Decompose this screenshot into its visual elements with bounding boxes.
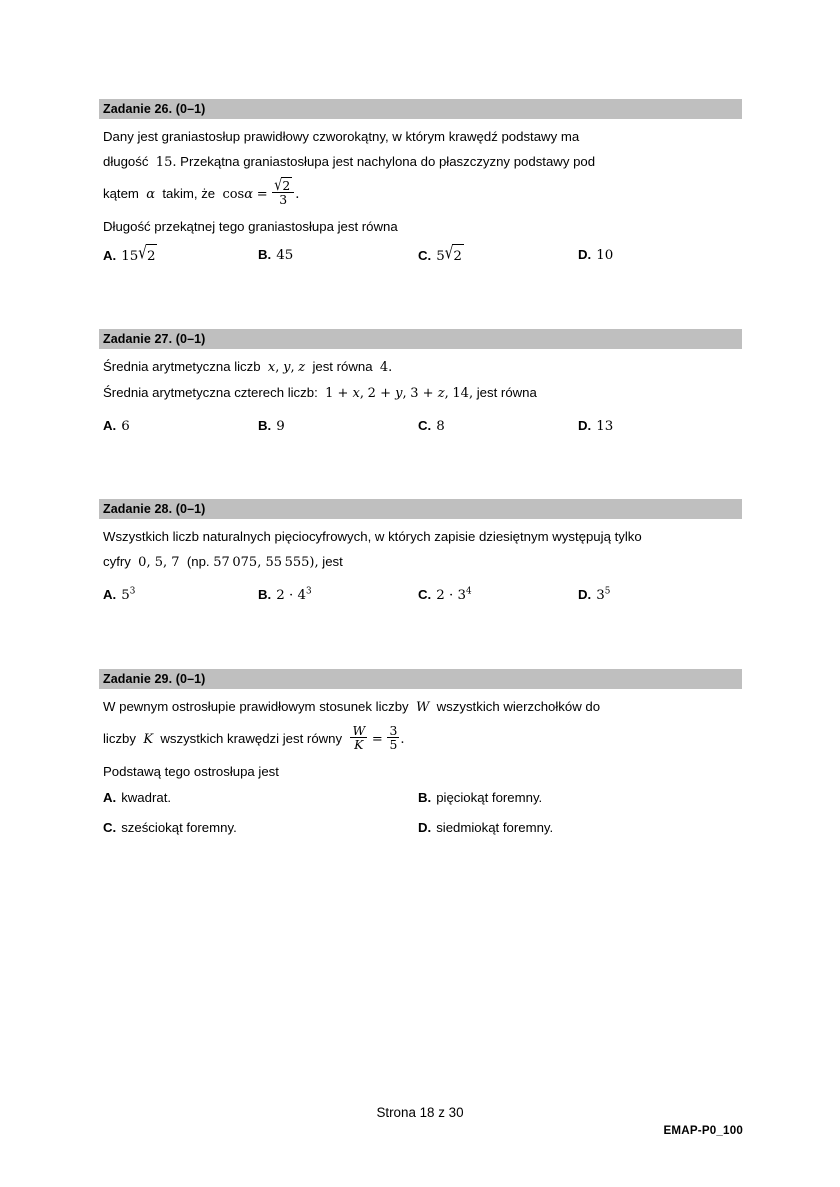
radicand: 2 xyxy=(146,244,158,268)
power-base: 3 xyxy=(596,588,605,603)
power-exponent: 3 xyxy=(129,586,136,597)
task-27-option-b[interactable] xyxy=(258,415,285,438)
task-26-cos-value-fraction xyxy=(272,174,294,208)
option-label: C. xyxy=(418,587,432,602)
sqrt-icon xyxy=(274,174,292,194)
fraction-denominator: 5 xyxy=(389,737,398,753)
option-label: A. xyxy=(103,248,117,263)
task-27-term-2: 2 + y xyxy=(367,386,403,401)
option-value: 10 xyxy=(596,248,614,263)
task-26-line-3-pre: kątem xyxy=(103,186,139,201)
task-28-line-2-pre: cyfry xyxy=(103,554,131,569)
task-26-line-1: Dany jest graniastosłup prawidłowy czworokątny, w którym krawędź podstawy ma xyxy=(103,129,580,144)
task-26-line-3-period: . xyxy=(295,187,300,202)
task-29-equals-sign: = xyxy=(371,732,383,747)
option-label: D. xyxy=(578,418,592,433)
sqrt-icon xyxy=(445,244,464,268)
task-27-line-2-post: jest równa xyxy=(476,385,537,400)
task-28-option-d[interactable] xyxy=(578,584,610,607)
option-label: B. xyxy=(258,418,272,433)
fraction-numerator: 3 xyxy=(389,723,398,739)
task-29-line-1-pre: W pewnym ostrosłupie prawidłowym stosunek liczby xyxy=(103,699,409,714)
task-26-line-3-mid: takim, że xyxy=(162,186,216,201)
fraction-denominator: 3 xyxy=(272,192,294,206)
task-29-value-fraction xyxy=(387,724,399,752)
task-29-option-row-2 xyxy=(103,817,746,847)
task-28-line-2 xyxy=(103,549,742,575)
sqrt-icon xyxy=(138,244,157,268)
option-value xyxy=(121,588,135,603)
term-var-x: x xyxy=(352,386,360,401)
task-29-ratio-fraction xyxy=(350,724,367,752)
option-value: 6 xyxy=(121,419,130,434)
task-28-line-2-mid: (np. xyxy=(186,554,210,569)
task-26-option-c[interactable] xyxy=(418,244,464,268)
option-coefficient: 15 xyxy=(121,249,139,264)
option-value xyxy=(276,588,311,603)
task-block-27 xyxy=(99,329,742,406)
option-value: sześciokąt foremny. xyxy=(121,820,237,835)
task-29-line-3: Podstawą tego ostrosłupa jest xyxy=(103,764,279,779)
power-base: 5 xyxy=(121,588,130,603)
footer-document-code: EMAP-P0_100 xyxy=(663,1124,743,1137)
fraction-numerator: W xyxy=(352,723,366,739)
task-body-26 xyxy=(99,119,742,239)
task-header-29: Zadanie 29. (0–1) xyxy=(99,669,742,689)
task-29-option-d[interactable] xyxy=(418,817,553,839)
task-29-line-2-mid: wszystkich krawędzi jest równy xyxy=(160,731,343,746)
task-26-line-2-pre: długość xyxy=(103,154,149,169)
task-block-26 xyxy=(99,99,742,239)
task-27-term-1: 1 + x xyxy=(325,386,360,401)
task-28-option-c[interactable] xyxy=(418,584,472,607)
task-28-allowed-digits: 0, 5, 7 xyxy=(138,555,180,570)
task-28-option-a[interactable] xyxy=(103,584,135,607)
task-block-28 xyxy=(99,499,742,575)
task-27-var-z: z xyxy=(298,360,306,375)
task-27-line-1-mid: jest równa xyxy=(312,359,373,374)
task-29-line-2-pre: liczby xyxy=(103,731,136,746)
option-label: C. xyxy=(418,248,432,263)
option-coefficient: 5 xyxy=(436,249,445,264)
term-var-z: z xyxy=(437,386,445,401)
power-exponent: 4 xyxy=(466,586,472,597)
task-27-line-1 xyxy=(103,354,742,380)
comma-6: , xyxy=(468,386,474,401)
power-exponent: 3 xyxy=(306,586,312,597)
task-block-29 xyxy=(99,669,742,784)
comma-5: , xyxy=(444,386,449,401)
radical-sign: √ xyxy=(444,243,454,264)
task-26-edge-length: 15. xyxy=(155,155,177,170)
option-value: kwadrat. xyxy=(121,790,172,805)
fraction-denominator: K xyxy=(350,737,367,751)
option-label: A. xyxy=(103,587,117,602)
option-value: 45 xyxy=(276,248,294,263)
footer-page-number: Strona 18 z 30 xyxy=(376,1105,464,1120)
task-body-27 xyxy=(99,349,742,406)
task-28-line-2-post: jest xyxy=(322,554,343,569)
task-27-term-3: 3 + z xyxy=(410,386,445,401)
task-26-option-b[interactable] xyxy=(258,244,293,267)
radicand: 2 xyxy=(282,177,291,193)
task-header-28: Zadanie 28. (0–1) xyxy=(99,499,742,519)
task-26-cos-argument: α xyxy=(244,187,254,202)
task-26-angle-symbol: α xyxy=(146,187,156,202)
task-28-options xyxy=(103,584,746,614)
task-29-line-1 xyxy=(103,694,742,720)
task-27-option-d[interactable] xyxy=(578,415,613,438)
task-27-var-y: y xyxy=(283,360,291,375)
option-value xyxy=(121,243,157,264)
task-26-equals-sign: = xyxy=(256,187,268,202)
task-26-option-a[interactable] xyxy=(103,244,157,268)
task-28-option-b[interactable] xyxy=(258,584,312,607)
option-value xyxy=(436,588,471,603)
option-label: D. xyxy=(578,587,592,602)
task-26-line-2 xyxy=(103,149,742,175)
power-base: 4 xyxy=(297,588,307,603)
option-value: 8 xyxy=(436,419,445,434)
task-28-examples: 57 075, 55 555), xyxy=(213,555,319,570)
task-28-option-row xyxy=(103,584,746,614)
task-28-line-1: Wszystkich liczb naturalnych pięciocyfrowych, w których zapisie dziesiętnym występują tylko xyxy=(103,529,642,544)
radicand: 2 xyxy=(452,244,464,268)
option-label: D. xyxy=(578,247,592,262)
comma-1: , xyxy=(275,360,280,375)
task-27-var-x: x xyxy=(267,360,276,375)
power-coefficient: 2 · xyxy=(436,588,458,603)
task-header-26: Zadanie 26. (0–1) xyxy=(99,99,742,119)
task-29-var-w: W xyxy=(415,700,430,715)
task-26-line-3 xyxy=(103,175,742,214)
task-29-line-1-post: wszystkich wierzchołków do xyxy=(436,699,601,714)
option-label: B. xyxy=(258,247,272,262)
task-29-option-a[interactable] xyxy=(103,787,171,809)
option-value: siedmiokąt foremny. xyxy=(436,820,554,835)
task-29-option-c[interactable] xyxy=(103,817,237,839)
task-26-option-row xyxy=(103,244,746,274)
task-27-option-c[interactable] xyxy=(418,415,445,438)
comma-2: , xyxy=(290,360,295,375)
option-value xyxy=(436,243,464,264)
fraction-numerator xyxy=(272,174,294,194)
comma-3: , xyxy=(359,386,364,401)
task-27-mean-value: 4. xyxy=(379,360,393,375)
task-body-28 xyxy=(99,519,742,575)
power-exponent: 5 xyxy=(604,586,611,597)
option-value: 13 xyxy=(596,419,614,434)
task-27-line-1-pre: Średnia arytmetyczna liczb xyxy=(103,359,261,374)
task-27-line-2 xyxy=(103,380,742,406)
task-26-option-d[interactable] xyxy=(578,244,613,267)
power-coefficient: 2 · xyxy=(276,588,298,603)
task-29-line-2-period: . xyxy=(400,732,405,747)
radical-sign: √ xyxy=(138,243,147,264)
task-27-line-2-pre: Średnia arytmetyczna czterech liczb: xyxy=(103,385,318,400)
radical-sign: √ xyxy=(274,174,283,194)
option-value: 9 xyxy=(276,419,285,434)
option-value: pięciokąt foremny. xyxy=(436,790,543,805)
task-27-option-a[interactable] xyxy=(103,415,130,438)
option-value xyxy=(596,588,610,603)
task-29-options xyxy=(103,787,746,847)
comma-4: , xyxy=(402,386,407,401)
task-27-options xyxy=(103,415,746,445)
task-29-var-k: K xyxy=(143,732,154,747)
task-26-cos-operator: cos xyxy=(222,187,245,202)
task-26-line-2-post: Przekątna graniastosłupa jest nachylona do płaszczyzny podstawy pod xyxy=(180,154,596,169)
task-26-options xyxy=(103,244,746,274)
option-label: A. xyxy=(103,790,117,805)
task-29-option-b[interactable] xyxy=(418,787,542,809)
term-var-y: y xyxy=(395,386,403,401)
task-29-line-2 xyxy=(103,720,742,759)
option-label: C. xyxy=(103,820,117,835)
option-label: C. xyxy=(418,418,432,433)
option-label: A. xyxy=(103,418,117,433)
option-label: B. xyxy=(418,790,432,805)
option-label: B. xyxy=(258,587,272,602)
power-base: 3 xyxy=(457,588,467,603)
task-29-option-row-1 xyxy=(103,787,746,817)
task-27-term-4: 14 xyxy=(452,386,469,401)
task-27-option-row xyxy=(103,415,746,445)
task-body-29 xyxy=(99,689,742,784)
task-26-line-4: Długość przekątnej tego graniastosłupa jest równa xyxy=(103,219,398,234)
option-label: D. xyxy=(418,820,432,835)
task-header-27: Zadanie 27. (0–1) xyxy=(99,329,742,349)
